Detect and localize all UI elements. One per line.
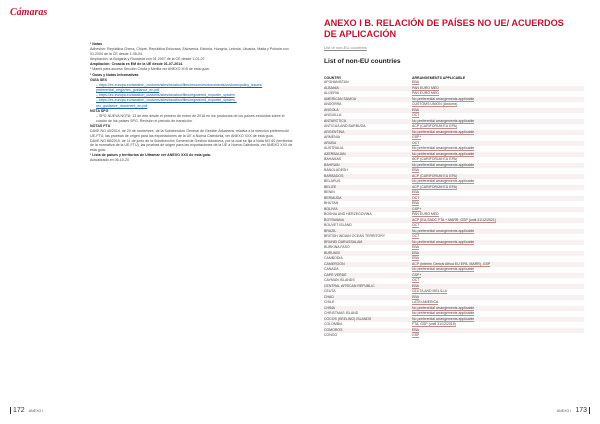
note-line: ¹ Marmi para acceso Sección Ceuta y Melilla ver ANEXO III B de esta guía. xyxy=(90,67,210,72)
arrangement-value: No preferential arrangements applicable xyxy=(412,151,475,156)
note-line: Ampliación: Croacia es EM de la UE desde 01-07-2014. xyxy=(90,62,184,67)
note-line: ¹ Notas xyxy=(90,42,103,46)
arrangement-value: No preferential arrangements applicable xyxy=(412,179,475,184)
arrangement-value: ACP (CARIFORUM EU EPA) xyxy=(412,157,458,162)
page-title: ANEXO I B. RELACIÓN DE PAÍSES NO UE/ ACUERDOS DE APLICACIÓN xyxy=(324,18,564,39)
arrangement-value: FTA, GSP (until 31/12/2015) xyxy=(412,322,456,327)
arrangement-value: GSP+ xyxy=(412,135,422,140)
note-line[interactable]: – https://ec.europa.eu/taxation_customs/sites/taxation/files/resources/documents/customs/policy_issues/ xyxy=(96,82,263,87)
country-cell: CAMBODIA xyxy=(324,256,343,261)
country-cell: ALBANIA xyxy=(324,86,412,92)
arrangement-value: PAN EURO MED xyxy=(412,212,439,217)
arrangement-value: No preferential arrangements applicable xyxy=(412,239,475,244)
page-number-right: 173 xyxy=(575,407,590,414)
country-cell: CHILE xyxy=(324,300,335,305)
country-cell: AZERBAIJAN xyxy=(324,152,412,158)
footer-right xyxy=(557,407,590,414)
country-cell: AUSTRALIA xyxy=(324,146,344,151)
arrangement-value: ACP (CARIFORUM EU EPA) xyxy=(412,184,458,189)
country-cell: CHAD xyxy=(324,295,412,301)
country-cell: CAMEROON xyxy=(324,262,412,268)
country-cell: CAYMAN ISLANDS xyxy=(324,278,355,283)
country-cell: BERMUDA xyxy=(324,196,412,202)
arrangement-value: LATIN AMERICA xyxy=(412,300,439,305)
country-cell: CAPE VERDE xyxy=(324,273,412,279)
country-cell: BHUTAN xyxy=(324,201,339,206)
arrangement-value: No preferential arrangements applicable xyxy=(412,228,475,233)
arrangement-value: No preferential arrangements applicable xyxy=(412,118,475,123)
note-line: ¹ Guías y Notas Informativas xyxy=(90,72,139,77)
arrangement-value: No preferential arrangements applicable xyxy=(412,267,475,272)
note-line: Adhesión: República Checa, Chipre, República Eslovaca, Eslovenia, Estonia, Hungría, Letonia, Lituania, Malta y Polonia con 01.2004 de la CE desde 1-05-04. xyxy=(90,47,289,56)
arrangement-value: OCT xyxy=(412,195,420,200)
arrangement-value: EBA xyxy=(412,250,420,255)
country-cell: CENTRAL AFRICAN REPUBLIC xyxy=(324,284,412,290)
country-cell: BOSNIA AND HERZEGOVINA xyxy=(324,212,372,217)
note-line[interactable]: preferential_origin/rex_guidance_en.pdf xyxy=(96,88,160,93)
note-line: GUÍA SEX xyxy=(90,77,108,82)
arrangement-value: No preferential arrangements applicable xyxy=(412,146,475,151)
arrangement-value: ACP (Interim Central Africa EU EPA, MARR), GSP xyxy=(412,261,491,266)
note-line: NOTAS FTU xyxy=(90,123,111,128)
country-cell: COMOROS xyxy=(324,328,412,334)
note-line[interactable]: rex_guidance_document_en.pdf xyxy=(96,103,148,108)
country-cell: ANTIGUA AND BARBUDA xyxy=(324,124,366,129)
countries-table xyxy=(324,75,584,339)
country-cell: BAHRAIN xyxy=(324,163,412,169)
arrangement-value: No preferential arrangements applicable xyxy=(412,96,475,101)
arrangement-value: OCT xyxy=(412,234,420,239)
country-cell: BANGLADESH xyxy=(324,168,348,173)
arrangement-value: EBA xyxy=(412,168,420,173)
arrangement-value: OCT xyxy=(412,140,420,145)
country-cell: COLOMBIA xyxy=(324,322,343,327)
arrangement-value: OCT xyxy=(412,223,420,228)
country-cell: ARGENTINA xyxy=(324,130,412,136)
arrangement-value: EBA xyxy=(412,327,420,332)
country-cell: ALGERIA xyxy=(324,91,340,96)
column-header-country: COUNTRY xyxy=(324,75,342,80)
country-cell: BRAZIL xyxy=(324,229,412,235)
camaras-logo: Cámaras xyxy=(10,7,48,18)
arrangement-value: ACP (EU-SADC FTA + MARR, GSP (until 31/12/2021) xyxy=(412,217,496,222)
arrangement-value: EBA xyxy=(412,283,420,288)
page-number-left: 172 xyxy=(10,407,25,414)
arrangement-value: CUSTOMS UNION (Andorra) xyxy=(412,102,458,107)
country-cell: BRUNEI DARUSSALAM xyxy=(324,240,412,246)
arrangement-value: CEUTA AND MELILLA xyxy=(412,289,447,294)
section-heading: List of non-EU countries xyxy=(324,58,401,65)
note-line: DAVE NO 40/2014, de 20 de noviembre, de la Subdirección General de Gestión Aduanera, relativa a la mención preferencial UE-FTU, las pruebas de origen para las exportaciones de la UE a Nueva Caledonia, ver ANEXO XXX de esta guía. xyxy=(90,129,289,138)
country-cell: BURUNDI xyxy=(324,251,412,257)
country-cell: ANDORRA xyxy=(324,102,342,107)
arrangement-value: No preferential arrangements applicable xyxy=(412,162,475,167)
arrangement-value: ACP (CARIFORUM EU EPA) xyxy=(412,173,458,178)
country-cell: ANGOLA xyxy=(324,108,412,114)
note-line: NOTA SPG xyxy=(90,108,109,113)
arrangement-value: No preferential arrangements applicable xyxy=(412,305,475,310)
footer-left xyxy=(10,407,43,414)
note-line: Actualizado en 06-10-20 xyxy=(90,158,129,163)
arrangement-value: PAN EURO MED xyxy=(412,85,439,90)
note-line[interactable]: – https://ec.europa.eu/taxation_customs/sites/taxation/files/registered_exporter_system_ xyxy=(96,98,237,103)
note-line: Ampliación: la Bulgaria y Rumanía con 01.2007 de la CE desde 1-01-07. xyxy=(90,56,206,61)
arrangement-value: No preferential arrangements applicable xyxy=(412,311,475,316)
arrangement-value: OCT xyxy=(412,278,420,283)
footer-label-right: ANEXO I xyxy=(556,408,572,413)
notes-column xyxy=(90,42,295,164)
note-line: DAVE NO 88/2015, de 11 de junio de la Subdirección General de Gestión Aduanera, por la cual se fija a Nota NO 60 (territorios de la normativa de la UE-FTU), las pruebas de origen para las exportaciones de la UE a Nueva Caledonia, ver ANEXO XXX de esta guía. xyxy=(90,138,293,152)
note-line: ¹ Lista de países y territorios de Ultramar ver ANEXO XXX de esta guía. xyxy=(90,153,211,158)
arrangement-value: GSP+ xyxy=(412,272,422,277)
country-cell: BENIN xyxy=(324,190,335,195)
table-row xyxy=(324,333,584,339)
country-cell: BURKINA FASO xyxy=(324,245,350,250)
arrangement-value: EBA xyxy=(412,107,420,112)
country-cell: ARUBA xyxy=(324,141,412,147)
arrangement-value: EBA xyxy=(412,256,420,261)
country-cell: BRITISH INDIAN OCEAN TERRITORY xyxy=(324,234,386,239)
country-cell: ARMENIA xyxy=(324,135,340,140)
country-cell: BAHAMAS xyxy=(324,157,342,162)
arrangement-value: No preferential arrangements applicable xyxy=(412,129,475,134)
arrangement-value: EBA xyxy=(412,190,420,195)
country-cell: BOTSWANA xyxy=(324,218,412,224)
country-cell: BARBADOS xyxy=(324,174,412,180)
note-line[interactable]: – https://ec.europa.eu/taxation_customs/sites/taxation/files/registered_exporter_system xyxy=(96,93,235,98)
country-cell: BELIZE xyxy=(324,185,412,191)
arrangement-value: EBA xyxy=(412,80,420,85)
arrangement-value: EBA xyxy=(412,294,420,299)
country-cell: ANGUILLA xyxy=(324,113,342,118)
country-cell: BOUVET ISLAND xyxy=(324,223,352,228)
arrangement-value: ACP (CARIFORUM EU EPA) xyxy=(412,124,458,129)
arrangement-cell xyxy=(412,333,584,339)
country-cell: AMERICAN SAMOA xyxy=(324,97,412,103)
arrangement-value: No preferential arrangements applicable xyxy=(412,316,475,321)
country-cell: AFGHANISTAN xyxy=(324,80,349,85)
country-cell: BOLIVIA xyxy=(324,207,412,213)
arrangement-value: GSP+ xyxy=(412,206,422,211)
country-cell: COCOS (KEELING) ISLANDS xyxy=(324,317,412,323)
country-cell: ANTARCTICA xyxy=(324,119,412,125)
arrangement-value: GSP xyxy=(412,333,420,338)
column-header-arrangements: ARRANGEMENTS APPLICABLE xyxy=(412,75,466,80)
country-cell: CONGO xyxy=(324,333,338,338)
arrangement-value: PAN EURO MED xyxy=(412,91,439,96)
country-cell: CHRISTMAS ISLAND xyxy=(324,311,359,316)
arrangement-value: OCT xyxy=(412,113,420,118)
page-subtitle-link[interactable]: List of non-EU countries xyxy=(324,45,367,50)
country-cell: BELARUS xyxy=(324,179,341,184)
country-cell: CEUTA xyxy=(324,289,336,294)
footer-label-left: ANEXO I xyxy=(28,408,44,413)
arrangement-value: EBA xyxy=(412,201,420,206)
country-cell: CANADA xyxy=(324,267,339,272)
country-cell: CHINA xyxy=(324,306,412,312)
note-line: – SPG NUEVA NOTA: 13 de ene desde el primero de enero de 2018 en los productos de los países excluidos sobre el cuadro de los países SPG. Revisión el periodo de transición. xyxy=(96,114,285,123)
arrangement-value: EBA xyxy=(412,245,420,250)
